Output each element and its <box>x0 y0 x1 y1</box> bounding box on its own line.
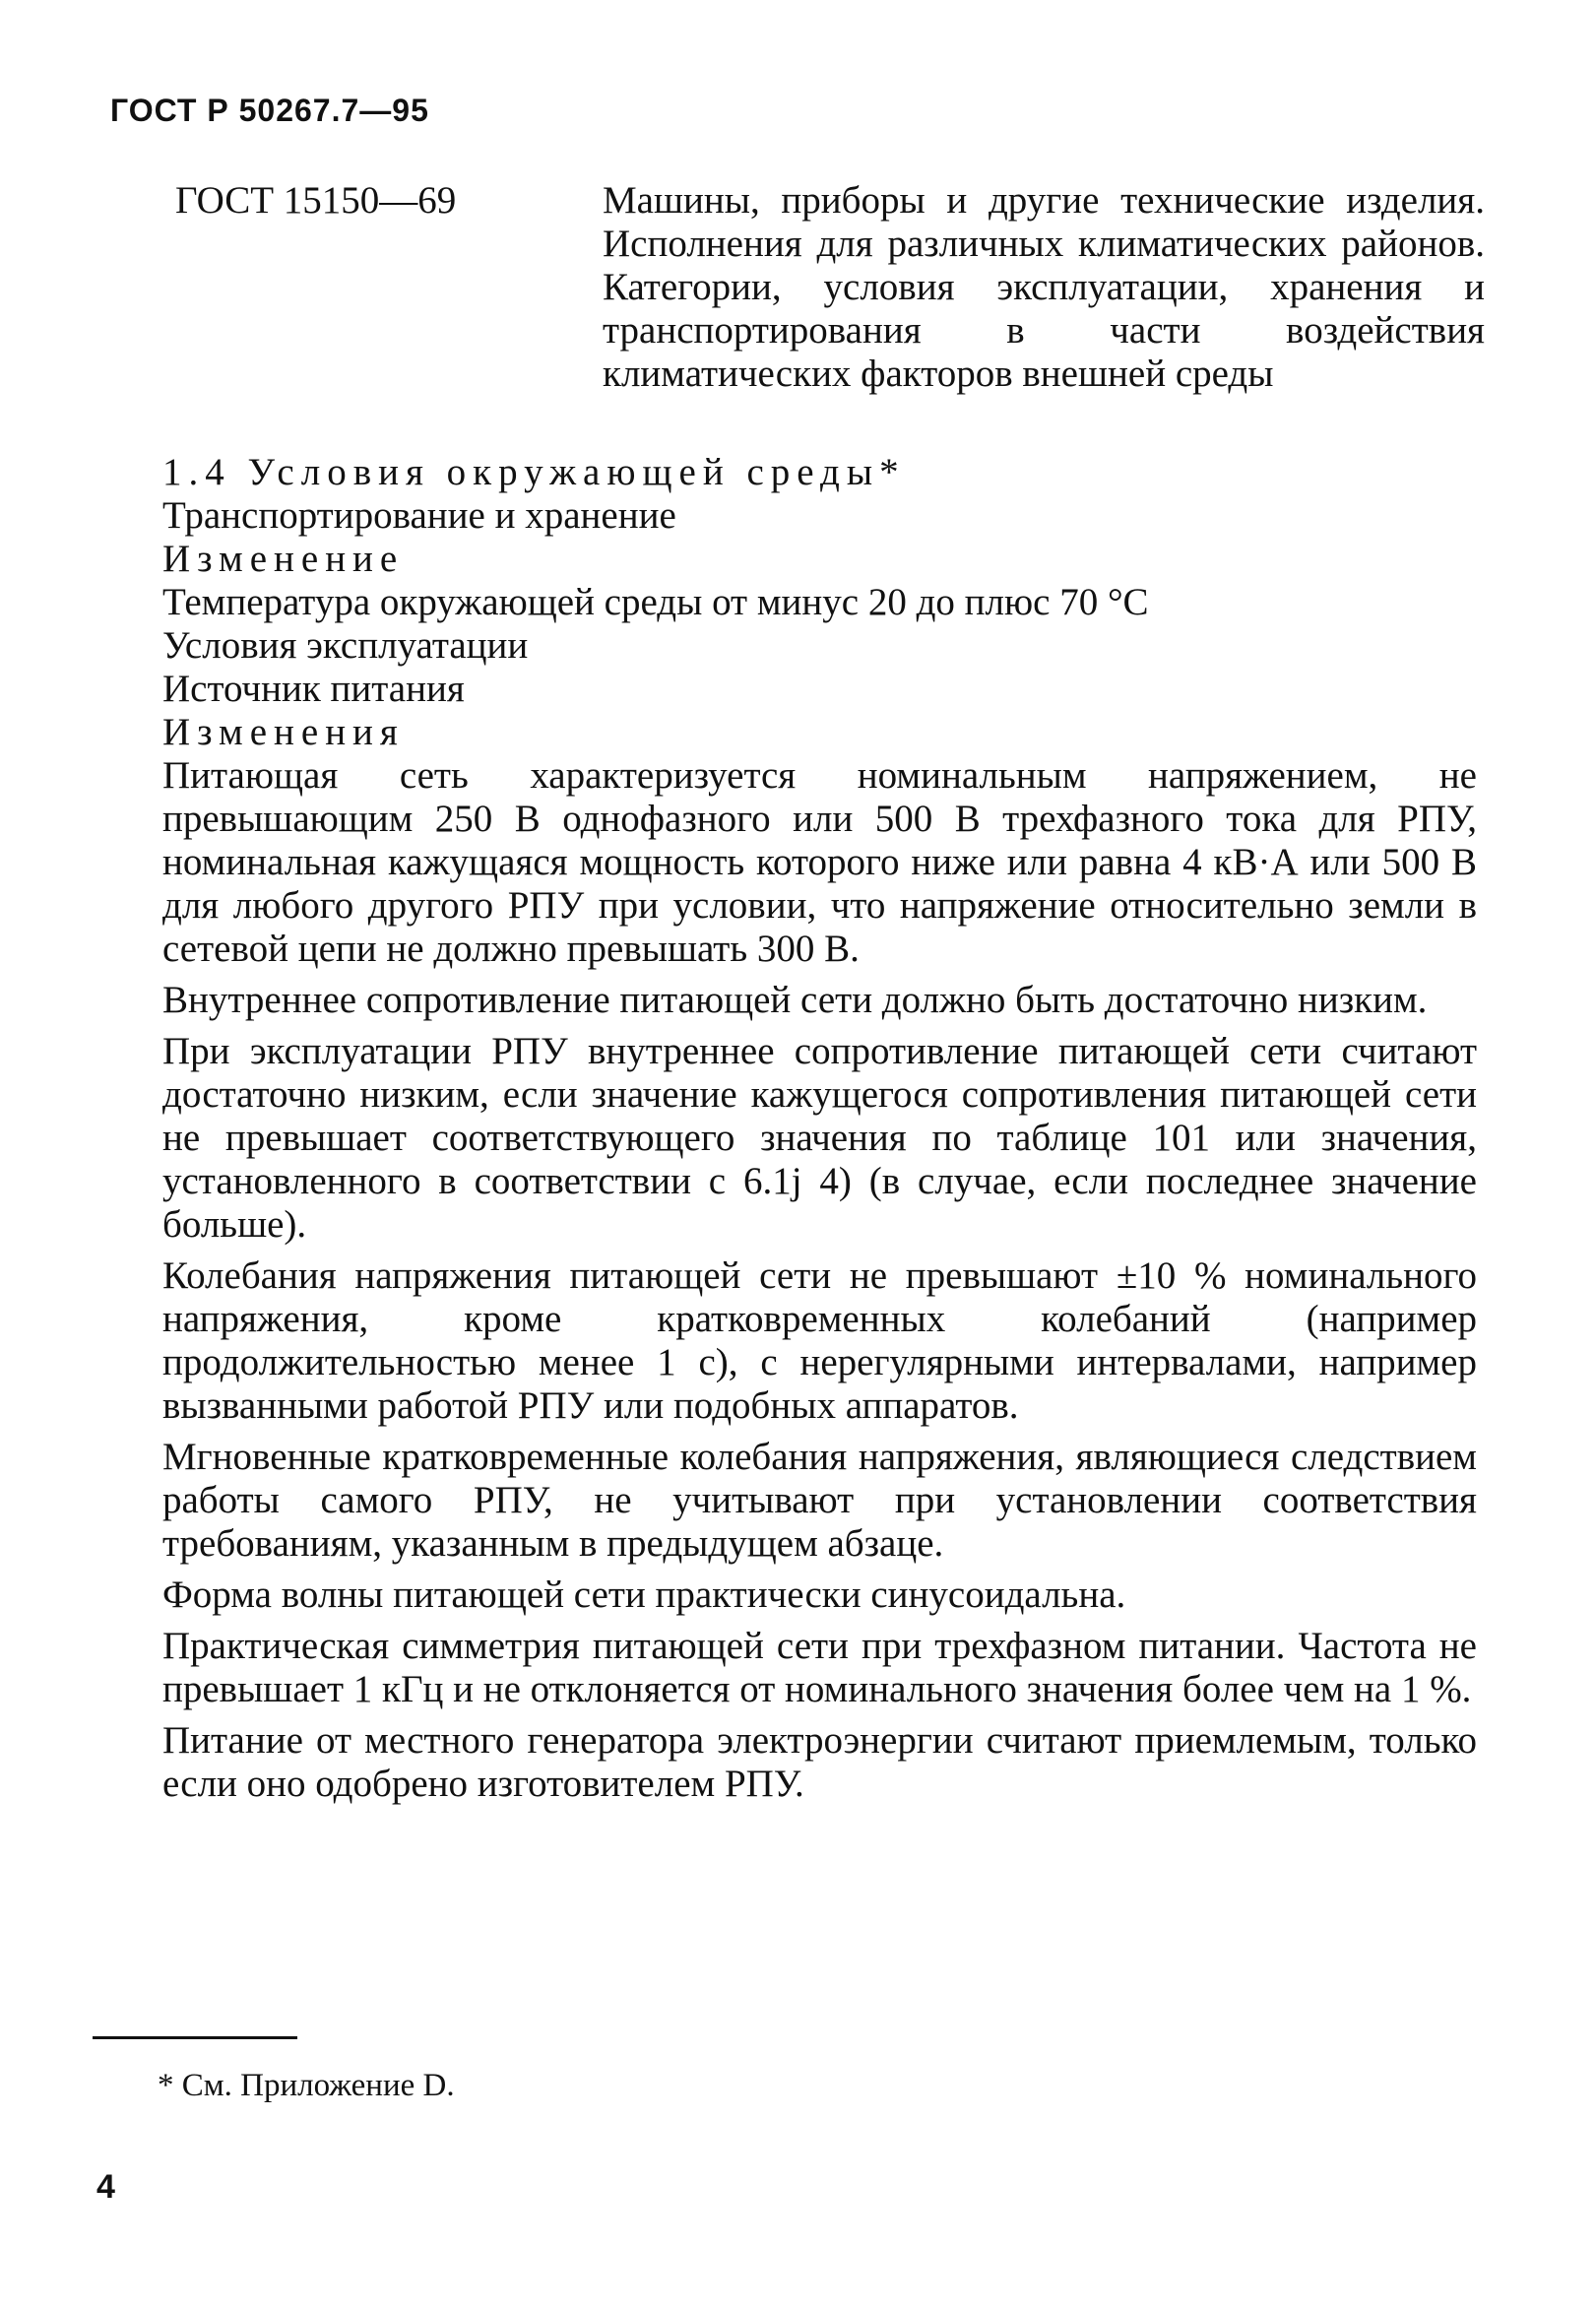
section-heading: 1.4 Условия окружающей среды* <box>162 451 906 493</box>
temperature-line: Температура окружающей среды от минус 20 до плюс 70 °С <box>162 581 1149 623</box>
paragraph-resistance-criteria: При эксплуатации РПУ внутреннее сопротивление питающей сети считают достаточно низким, если значение кажущегося сопротивления питающей сети не превышает соответствующего значения по таблице 101 или значения, установленного в соответствии с 6.1j 4) (в случае, если последнее значение больше). <box>162 1030 1477 1246</box>
reference-description: Машины, приборы и другие технические изделия. Исполнения для различных климатических районов. Категории, условия эксплуатации, хранения и транспортирования в части воздействия климатических факторов внешней среды <box>603 179 1485 395</box>
paragraph-local-generator: Питание от местного генератора электроэнергии считают приемлемым, только если оно одобрено изготовителем РПУ. <box>162 1719 1477 1805</box>
footnote: * См. Приложение D. <box>158 2068 455 2103</box>
page-number: 4 <box>96 2168 115 2206</box>
paragraph-symmetry-frequency: Практическая симметрия питающей сети при трехфазном питании. Частота не превышает 1 кГц и не отклоняется от номинального значения более чем на 1 %. <box>162 1625 1477 1710</box>
reference-code: ГОСТ 15150—69 <box>175 179 457 222</box>
footnote-divider <box>93 2036 297 2039</box>
transport-heading: Транспортирование и хранение <box>162 494 676 537</box>
paragraph-internal-resistance: Внутреннее сопротивление питающей сети должно быть достаточно низким. <box>162 979 1428 1021</box>
operation-heading: Условия эксплуатации <box>162 624 529 667</box>
paragraph-momentary-fluctuation: Мгновенные кратковременные колебания напряжения, являющиеся следствием работы самого РПУ, не учитывают при установлении соответствия требованиям, указанным в предыдущем абзаце. <box>162 1436 1477 1565</box>
page-header: ГОСТ Р 50267.7—95 <box>110 93 429 128</box>
power-heading: Источник питания <box>162 668 465 710</box>
paragraph-waveform: Форма волны питающей сети практически синусоидальна. <box>162 1573 1126 1616</box>
paragraph-mains-voltage: Питающая сеть характеризуется номинальным напряжением, не превышающим 250 В однофазного или 500 В трехфазного тока для РПУ, номинальная кажущаяся мощность которого ниже или равна 4 кВ·А или 500 В для любого другого РПУ при условии, что напряжение относительно земли в сетевой цепи не должно превышать 300 В. <box>162 754 1477 970</box>
changes-heading: Изменения <box>162 711 405 753</box>
paragraph-voltage-fluctuation: Колебания напряжения питающей сети не превышают ±10 % номинального напряжения, кроме кратковременных колебаний (например продолжительностью менее 1 с), с нерегулярными интервалами, например вызванными работой РПУ или подобных аппаратов. <box>162 1254 1477 1427</box>
section-body <box>162 451 1477 1806</box>
referenced-standard <box>175 179 1485 455</box>
change-heading: Изменение <box>162 538 405 580</box>
